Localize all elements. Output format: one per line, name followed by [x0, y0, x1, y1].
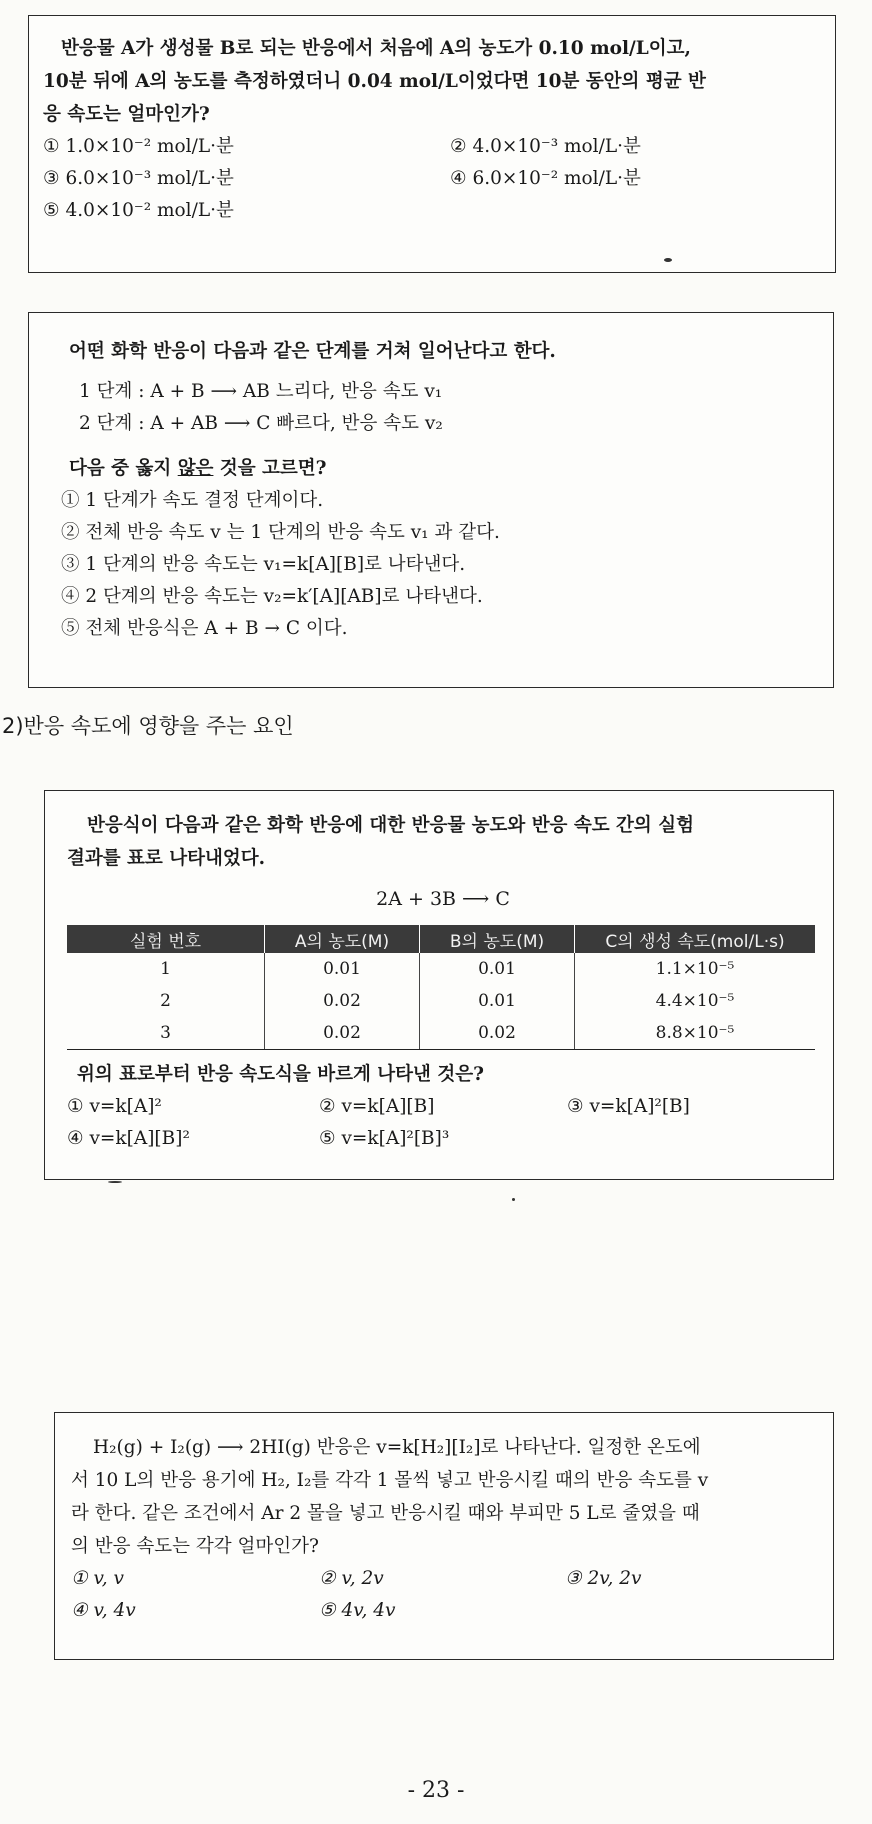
- problem-1-option-3[interactable]: ③ 6.0×10⁻³ mol/L·분: [43, 168, 234, 189]
- problem-2-intro: 어떤 화학 반응이 다음과 같은 단계를 거쳐 일어난다고 한다.: [69, 341, 556, 362]
- scan-speck: [512, 1198, 515, 1201]
- table-cell: 0.01: [420, 985, 575, 1017]
- problem-2-option-2[interactable]: ② 전체 반응 속도 v 는 1 단계의 반응 속도 v₁ 과 같다.: [61, 522, 500, 543]
- problem-2-option-5[interactable]: ⑤ 전체 반응식은 A + B → C 이다.: [61, 618, 348, 639]
- problem-3-option-4[interactable]: ④ v=k[A][B]²: [67, 1128, 190, 1149]
- problem-3-option-2[interactable]: ② v=k[A][B]: [319, 1096, 435, 1117]
- table-cell: 0.01: [265, 953, 420, 985]
- table-header-cell: 실험 번호: [67, 925, 265, 953]
- table-cell: 1.1×10⁻⁵: [655, 959, 735, 979]
- problem-4-box: [54, 1412, 834, 1660]
- problem-4-option-3[interactable]: ③ 2v, 2v: [565, 1568, 642, 1589]
- problem-3-equation: 2A + 3B ⟶ C: [376, 888, 510, 910]
- scan-speck: [108, 1181, 122, 1183]
- problem-2-box: [28, 312, 834, 688]
- problem-3-option-3[interactable]: ③ v=k[A]²[B]: [567, 1096, 690, 1117]
- table-row: [67, 985, 815, 1017]
- table-cell: 4.4×10⁻⁵: [655, 991, 735, 1011]
- problem-1-question-line: 응 속도는 얼마인가?: [43, 104, 210, 125]
- problem-2-step-2: 2 단계 : A + AB ⟶ C 빠르다, 반응 속도 v₂: [79, 413, 443, 434]
- table-row: [67, 1017, 815, 1050]
- problem-4-option-5[interactable]: ⑤ 4v, 4v: [319, 1600, 396, 1621]
- problem-3-intro-line: 결과를 표로 나타내었다.: [67, 848, 266, 869]
- table-header-row: [67, 925, 815, 953]
- problem-3-box: [44, 790, 834, 1180]
- scan-speck: [664, 258, 672, 262]
- problem-4-question-line: 라 한다. 같은 조건에서 Ar 2 몰을 넣고 반응시킬 때와 부피만 5 L로 줄였을 때: [71, 1503, 700, 1524]
- table-cell: 0.02: [420, 1017, 575, 1050]
- table-row: [67, 953, 815, 985]
- problem-2-question-prefix: 다음 중 옳지: [69, 458, 178, 479]
- problem-1-option-4[interactable]: ④ 6.0×10⁻² mol/L·분: [450, 168, 641, 189]
- table-cell: 2: [67, 985, 265, 1017]
- table-cell: 0.02: [265, 985, 420, 1017]
- table-cell: 1: [67, 953, 265, 985]
- problem-2-option-3[interactable]: ③ 1 단계의 반응 속도는 v₁=k[A][B]로 나타낸다.: [61, 554, 466, 575]
- section-heading: 2)반응 속도에 영향을 주는 요인: [2, 714, 294, 738]
- page-number: - 23 -: [407, 1778, 465, 1803]
- problem-4-option-1[interactable]: ① v, v: [71, 1568, 124, 1589]
- table-header-cell: B의 농도(M): [420, 925, 575, 953]
- problem-3-intro-line: 반응식이 다음과 같은 화학 반응에 대한 반응물 농도와 반응 속도 간의 실험: [87, 815, 694, 836]
- experiment-table: [67, 925, 815, 1050]
- problem-3-option-5[interactable]: ⑤ v=k[A]²[B]³: [319, 1128, 450, 1149]
- problem-1-box: [28, 15, 836, 273]
- problem-2-question-suffix: 것을 고르면?: [213, 458, 327, 479]
- problem-2-step-1: 1 단계 : A + B ⟶ AB 느리다, 반응 속도 v₁: [79, 381, 443, 402]
- problem-1-option-2[interactable]: ② 4.0×10⁻³ mol/L·분: [450, 136, 641, 157]
- problem-3-option-1[interactable]: ① v=k[A]²: [67, 1096, 162, 1117]
- problem-4-question-line: H₂(g) + I₂(g) ⟶ 2HI(g) 반응은 v=k[H₂][I₂]로 나타난다. 일정한 온도에: [93, 1437, 701, 1458]
- table-cell: 8.8×10⁻⁵: [575, 1017, 816, 1050]
- table-header-cell: A의 농도(M): [265, 925, 420, 953]
- problem-3-question: 위의 표로부터 반응 속도식을 바르게 나타낸 것은?: [77, 1064, 484, 1085]
- problem-2-option-4[interactable]: ④ 2 단계의 반응 속도는 v₂=k′[A][AB]로 나타낸다.: [61, 586, 483, 607]
- table-cell: 0.01: [420, 953, 575, 985]
- table-header-cell: C의 생성 속도(mol/L·s): [575, 925, 816, 953]
- problem-2-option-1[interactable]: ① 1 단계가 속도 결정 단계이다.: [61, 490, 324, 511]
- problem-4-option-4[interactable]: ④ v, 4v: [71, 1600, 136, 1621]
- problem-2-question-underlined: 않은: [177, 458, 214, 479]
- table-cell: 0.02: [265, 1017, 420, 1050]
- problem-4-question-line: 서 10 L의 반응 용기에 H₂, I₂를 각각 1 몰씩 넣고 반응시킬 때의 반응 속도를 v: [71, 1470, 709, 1491]
- problem-1-question-line: 반응물 A가 생성물 B로 되는 반응에서 처음에 A의 농도가 0.10 mol/L이고,: [61, 38, 691, 59]
- table-cell: 3: [67, 1017, 265, 1050]
- problem-1-option-1[interactable]: ① 1.0×10⁻² mol/L·분: [43, 136, 234, 157]
- problem-2-question: [69, 452, 819, 485]
- problem-1-question-line: 10분 뒤에 A의 농도를 측정하였더니 0.04 mol/L이었다면 10분 동안의 평균 반: [43, 71, 706, 92]
- problem-1-option-5[interactable]: ⑤ 4.0×10⁻² mol/L·분: [43, 200, 234, 221]
- problem-4-question-line: 의 반응 속도는 각각 얼마인가?: [71, 1536, 319, 1557]
- problem-4-option-2[interactable]: ② v, 2v: [319, 1568, 384, 1589]
